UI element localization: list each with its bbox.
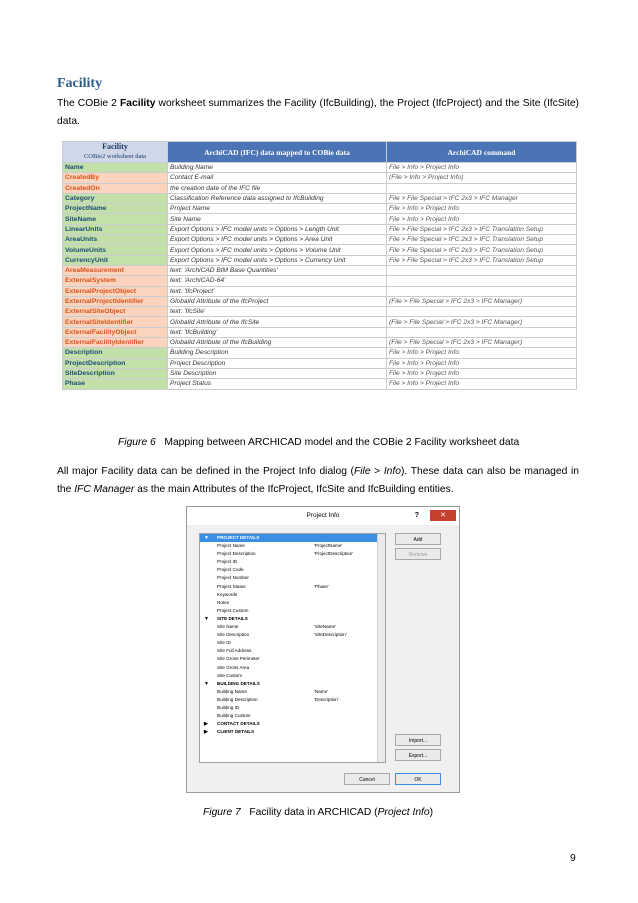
figure-7-caption (203, 807, 433, 818)
dialog-title-bar (187, 507, 459, 525)
list-item[interactable] (200, 672, 385, 680)
table-row (63, 286, 577, 296)
intro-paragraph (57, 95, 579, 131)
list-item-name: Site Description (217, 632, 250, 638)
list-item-name: Notes (217, 599, 230, 605)
list-item-name: Project Status (217, 583, 246, 589)
list-item[interactable] (200, 574, 385, 582)
list-item-name: Project Code (217, 567, 244, 573)
table-row (63, 204, 577, 214)
list-item[interactable] (200, 558, 385, 566)
mapping-cell: Project Description (168, 358, 387, 368)
mapping-cell: Classification Reference data assigned to IfcBuilding (168, 193, 387, 203)
facility-field-cell: ExternalFacilityIdentifier (63, 338, 168, 348)
list-item[interactable] (200, 591, 385, 599)
figure-7-i1: Project Info (377, 807, 430, 818)
table-row (63, 214, 577, 224)
command-cell: File > File Special > IFC 2x3 > IFC Translation Setup (387, 224, 577, 234)
mapping-cell: Building Description (168, 348, 387, 358)
mapping-cell: Export Options > IFC model units > Options > Length Unit (168, 224, 387, 234)
list-item-name: Building Custom (217, 713, 251, 719)
mapping-cell: GlobalId Attribute of the IfcBuilding (168, 338, 387, 348)
p2-t2: > (370, 466, 384, 477)
list-item[interactable] (200, 712, 385, 720)
project-info-dialog (186, 506, 460, 793)
list-item-name: Project Number (217, 575, 249, 581)
figure-7-t1: Facility data in ARCHICAD ( (249, 807, 378, 818)
facility-field-cell: SiteDescription (63, 368, 168, 378)
mapping-cell: text: 'IfcSite' (168, 307, 387, 317)
help-button[interactable]: ? (414, 512, 419, 519)
close-icon[interactable]: ✕ (430, 510, 456, 521)
table-row (63, 317, 577, 327)
paragraph-2 (57, 463, 579, 499)
facility-field-cell: ProjectDescription (63, 358, 168, 368)
table-row (63, 255, 577, 265)
table-row (63, 327, 577, 337)
facility-field-cell: CreatedOn (63, 183, 168, 193)
table-row (63, 307, 577, 317)
command-cell: (File > File Special > IFC 2x3 > IFC Manager) (387, 338, 577, 348)
list-scrollbar[interactable] (377, 534, 385, 762)
facility-field-cell: Category (63, 193, 168, 203)
collapse-triangle-icon[interactable]: ▼ (204, 615, 209, 622)
mapping-cell: Site Name (168, 214, 387, 224)
table-row (63, 379, 577, 389)
command-cell (387, 327, 577, 337)
facility-field-cell: VolumeUnits (63, 245, 168, 255)
mapping-cell: Contact E-mail (168, 173, 387, 183)
list-item[interactable] (200, 550, 385, 558)
list-item-name: CONTACT DETAILS (217, 721, 260, 727)
p2-t4: as the main Attributes of the IfcProject, IfcSite and IfcBuilding entities. (134, 484, 454, 495)
table-row (63, 368, 577, 378)
list-section-header[interactable] (200, 680, 385, 688)
header-facility-subtitle: COBie2 worksheet data (83, 153, 147, 160)
table-row (63, 245, 577, 255)
list-item-name: Project Custom (217, 607, 249, 613)
table-row (63, 358, 577, 368)
collapse-triangle-icon[interactable]: ▼ (204, 535, 209, 541)
list-item[interactable] (200, 655, 385, 663)
command-cell: (File > File Special > IFC 2x3 > IFC Manager) (387, 296, 577, 306)
facility-field-cell: ExternalSiteObject (63, 307, 168, 317)
table-row (63, 173, 577, 183)
intro-text-1: The COBie 2 (57, 98, 120, 109)
mapping-cell: Export Options > IFC model units > Options > Volume Unit (168, 245, 387, 255)
facility-field-cell: ExternalSiteIdentifier (63, 317, 168, 327)
list-item[interactable] (200, 542, 385, 550)
list-item-name: Site Full Address (217, 648, 252, 654)
list-section-header[interactable] (200, 534, 385, 542)
list-item-name: Building Name (217, 688, 247, 694)
list-item-name: Building Description (217, 696, 258, 702)
mapping-cell: Export Options > IFC model units > Options > Area Unit (168, 235, 387, 245)
list-item-value: 'SiteName' (314, 624, 336, 630)
list-item[interactable] (200, 599, 385, 607)
import-button[interactable]: Import... (395, 734, 441, 746)
list-item[interactable] (200, 623, 385, 631)
mapping-cell: Project Status (168, 379, 387, 389)
list-item-name: SITE DETAILS (217, 615, 248, 621)
command-cell: File > File Special > IFC 2x3 > IFC Translation Setup (387, 245, 577, 255)
list-item[interactable] (200, 664, 385, 672)
table-row (63, 276, 577, 286)
p2-t3: ). These data can also be managed in the (57, 466, 579, 495)
list-item-value: 'ProjectDescription' (314, 551, 354, 557)
mapping-table (62, 141, 577, 390)
table-row (63, 265, 577, 275)
list-item[interactable] (200, 639, 385, 647)
facility-field-cell: ExternalProjectIdentifier (63, 296, 168, 306)
remove-button[interactable]: Remove (395, 548, 441, 560)
command-cell: File > Info > Project Info (387, 204, 577, 214)
facility-field-cell: AreaMeasurement (63, 265, 168, 275)
list-item-name: Site ID (217, 640, 231, 646)
command-cell: File > Info > Project Info (387, 368, 577, 378)
p2-i2: Info (383, 466, 401, 477)
page-number: 9 (570, 853, 576, 864)
export-button[interactable]: Export... (395, 749, 441, 761)
table-row (63, 348, 577, 358)
list-item-name: Project Name (217, 543, 245, 549)
command-cell: File > File Special > IFC 2x3 > IFC Translation Setup (387, 235, 577, 245)
command-cell: File > Info > Project Info (387, 379, 577, 389)
dialog-title: Project Info (306, 512, 340, 519)
facility-field-cell: AreaUnits (63, 235, 168, 245)
table-body (63, 163, 577, 390)
list-section-header[interactable] (200, 728, 385, 736)
facility-field-cell: Phase (63, 379, 168, 389)
command-cell: (File > Info > Project Info) (387, 173, 577, 183)
header-command: ArchiCAD command (387, 142, 577, 163)
intro-bold: Facility (119, 98, 156, 109)
collapse-triangle-icon[interactable]: ▼ (204, 680, 209, 687)
command-cell (387, 286, 577, 296)
ok-button[interactable]: OK (395, 773, 441, 785)
list-rows (200, 534, 385, 736)
figure-7-t2: ) (429, 807, 434, 818)
command-cell (387, 276, 577, 286)
command-cell (387, 183, 577, 193)
list-item-name: Building ID (217, 704, 240, 710)
mapping-cell: text: 'ArchiCAD-64' (168, 276, 387, 286)
command-cell: File > File Special > IFC 2x3 > IFC Translation Setup (387, 255, 577, 265)
list-item-name: BUILDING DETAILS (217, 680, 260, 686)
facility-field-cell: CreatedBy (63, 173, 168, 183)
list-item[interactable] (200, 607, 385, 615)
list-item-name: Site Custom (217, 672, 243, 678)
table-row (63, 183, 577, 193)
list-item-value: 'Description' (314, 696, 339, 702)
mapping-cell: GlobalId Attribute of the IfcProject (168, 296, 387, 306)
p2-i1: File (353, 466, 371, 477)
table-row (63, 296, 577, 306)
command-cell: File > Info > Project Info (387, 163, 577, 173)
mapping-cell: GlobalId Attribute of the IfcSite (168, 317, 387, 327)
mapping-cell: the creation date of the IFC file (168, 183, 387, 193)
list-item-name: Project ID (217, 559, 238, 565)
command-cell (387, 265, 577, 275)
list-item-value: 'Phase' (314, 583, 329, 589)
list-item[interactable] (200, 696, 385, 704)
facility-field-cell: CurrencyUnit (63, 255, 168, 265)
expand-triangle-icon[interactable]: ▶ (204, 721, 208, 728)
list-item-name: Keywords (217, 591, 238, 597)
table-row (63, 224, 577, 234)
mapping-cell: text: 'IfcBuilding' (168, 327, 387, 337)
facility-field-cell: LinearUnits (63, 224, 168, 234)
facility-field-cell: SiteName (63, 214, 168, 224)
facility-field-cell: Name (63, 163, 168, 173)
facility-field-cell: ProjectName (63, 204, 168, 214)
figure-6-label: Figure 6 (118, 437, 156, 448)
p2-t1: All major Facility data can be defined in the Project Info dialog ( (57, 466, 354, 477)
command-cell: File > Info > Project Info (387, 348, 577, 358)
list-item-name: PROJECT DETAILS (217, 535, 260, 540)
list-section-header[interactable] (200, 720, 385, 728)
list-item[interactable] (200, 647, 385, 655)
list-item-name: CLIENT DETAILS (217, 729, 255, 735)
list-item[interactable] (200, 688, 385, 696)
command-cell: (File > File Special > IFC 2x3 > IFC Manager) (387, 317, 577, 327)
list-item-name: Site Gross Area (217, 664, 250, 670)
header-facility (63, 142, 168, 163)
table-row (63, 193, 577, 203)
list-section-header[interactable] (200, 615, 385, 623)
project-info-list[interactable] (199, 533, 386, 763)
command-cell: File > Info > Project Info (387, 214, 577, 224)
list-item[interactable] (200, 566, 385, 574)
command-cell: File > Info > Project Info (387, 358, 577, 368)
list-item-name: Site Name (217, 624, 239, 630)
figure-6-caption (118, 437, 519, 448)
facility-field-cell: ExternalFacilityObject (63, 327, 168, 337)
table-row (63, 338, 577, 348)
facility-field-cell: Description (63, 348, 168, 358)
mapping-cell: Export Options > IFC model units > Options > Currency Unit (168, 255, 387, 265)
cancel-button[interactable]: Cancel (344, 773, 390, 785)
figure-7-label: Figure 7 (203, 807, 241, 818)
intro-text-2: worksheet summarizes the Facility (IfcBuilding), the Project (IfcProject) and the Site (IfcSite) data. (57, 98, 579, 127)
list-item[interactable] (200, 583, 385, 591)
facility-field-cell: ExternalProjectObject (63, 286, 168, 296)
mapping-cell: Project Name (168, 204, 387, 214)
expand-triangle-icon[interactable]: ▶ (204, 729, 208, 736)
list-item[interactable] (200, 704, 385, 712)
table-header-row (63, 142, 577, 163)
command-cell: File > File Special > IFC 2x3 > IFC Manager (387, 193, 577, 203)
list-item[interactable] (200, 631, 385, 639)
add-button[interactable]: Add (395, 533, 441, 545)
list-item-value: 'SiteDescription' (314, 632, 347, 638)
mapping-cell: Building Name (168, 163, 387, 173)
table-row (63, 163, 577, 173)
figure-6-text: Mapping between ARCHICAD model and the COBie 2 Facility worksheet data (164, 437, 520, 448)
mapping-cell: text: 'ArchiCAD BIM Base Quantities' (168, 265, 387, 275)
table-row (63, 235, 577, 245)
header-facility-title: Facility (102, 142, 128, 151)
section-heading: Facility (57, 76, 103, 91)
list-item-value: 'Name' (314, 688, 329, 694)
facility-field-cell: ExternalSystem (63, 276, 168, 286)
list-item-value: 'ProjectName' (314, 543, 343, 549)
header-archicad: ArchiCAD (IFC) data mapped to COBie data (168, 142, 387, 163)
list-item-name: Project Description (217, 551, 256, 557)
p2-i3: IFC Manager (74, 484, 135, 495)
mapping-cell: text: 'IfcProject' (168, 286, 387, 296)
command-cell (387, 307, 577, 317)
list-item-name: Site Gross Perimeter (217, 656, 260, 662)
mapping-cell: Site Description (168, 368, 387, 378)
